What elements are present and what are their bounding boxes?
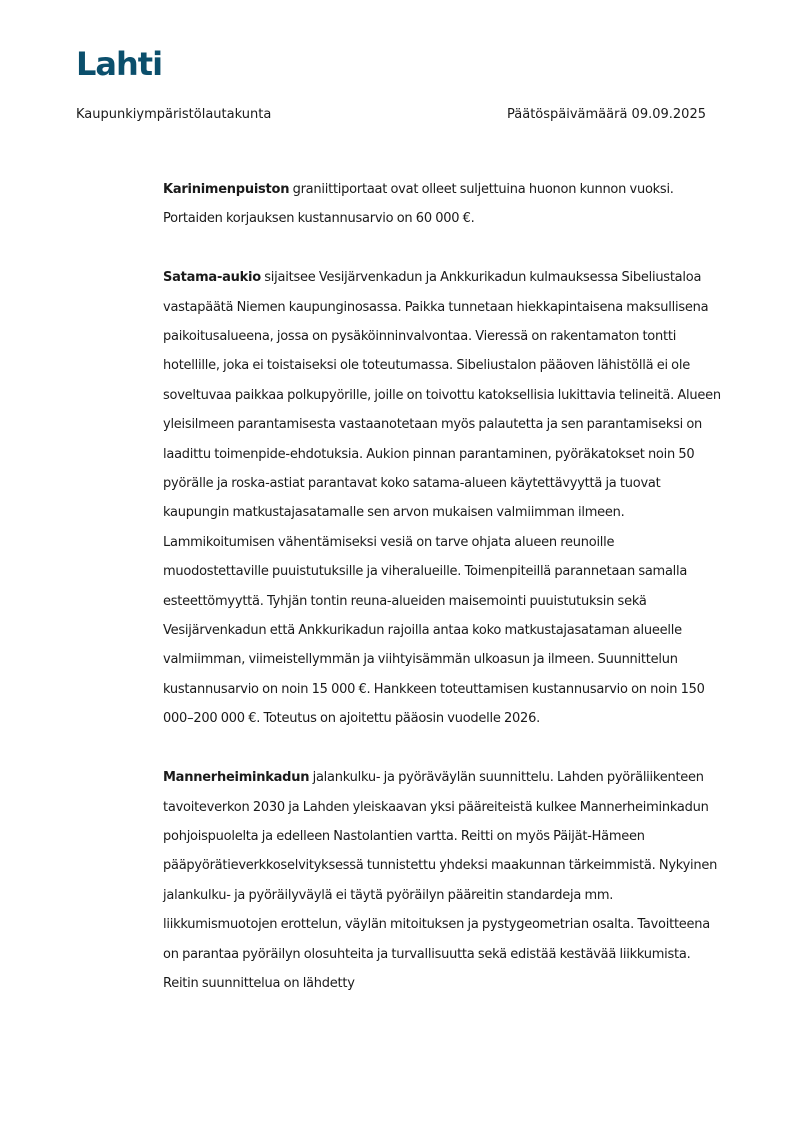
paragraph-text: graniittiportaat ovat olleet suljettuina huonon kunnon vuoksi. Portaiden korjauksen kustannusarvio on 60 000 €. (163, 182, 674, 227)
paragraph-satama-aukio (163, 263, 723, 734)
document-body (163, 175, 723, 1028)
organization-name: Kaupunkiympäristölautakunta (76, 107, 272, 122)
paragraph-lead: Satama-aukio (163, 270, 261, 286)
paragraph-lead: Karinimenpuiston (163, 182, 290, 197)
paragraph-karinimenpuisto (163, 175, 723, 234)
decision-date: Päätöspäivämäärä 09.09.2025 (507, 107, 706, 122)
paragraph-mannerheiminkatu (163, 763, 723, 998)
paragraph-lead: Mannerheiminkadun (163, 770, 310, 786)
lahti-logo: Lahti (76, 45, 163, 83)
paragraph-text: jalankulku- ja pyöräväylän suunnittelu. Lahden pyöräliikenteen tavoiteverkon 2030 ja Lahden yleiskaavan yksi pääreiteistä kulkee Mannerheiminkadun pohjoispuolelta ja edelleen Nastolantien vartta. Reitti on myös Päijät-Hämeen pääpyörätieverkkoselvityksessä tunnistettu yhdeksi maakunnan tärkeimmistä. Nykyinen jalankulku- ja pyöräilyväylä ei täytä pyöräilyn pääreitin standardeja mm. liikkumismuotojen erottelun, väylän mitoituksen ja pystygeometrian osalta. Tavoitteena on parantaa pyöräilyn olosuhteita ja turvallisuutta sekä edistää kestävää liikkumista. Reitin suunnittelua on lähdetty (163, 770, 718, 991)
paragraph-text: sijaitsee Vesijärvenkadun ja Ankkurikadun kulmauksessa Sibeliustaloa vastapäätä Niemen kaupunginosassa. Paikka tunnetaan hiekkapintaisena maksullisena paikoitusalueena, jossa on pysäköinninvalvontaa. Vieressä on rakentamaton tontti hotellille, joka ei toistaiseksi ole toteutumassa. Sibeliustalon pääoven lähistöllä ei ole soveltuvaa paikkaa polkupyörille, joille on toivottu katoksellisia lukittavia telineitä. Alueen yleisilmeen parantamisesta vastaanotetaan myös palautetta ja sen parantamiseksi on laadittu toimenpide-ehdotuksia. Aukion pinnan parantaminen, pyöräkatokset noin 50 pyörälle ja roska-astiat parantavat koko satama-alueen käytettävyyttä ja tuovat kaupungin matkustajasatamalle sen arvon mukaisen valmiimman ilmeen. Lammikoitumisen vähentämiseksi vesiä on tarve ohjata alueen reunoille muodostettaville puuistutuksille ja viheralueille. Toimenpiteillä parannetaan samalla esteettömyyttä. Tyhjän tontin reuna-alueiden maisemointi puuistutuksin sekä Vesijärvenkadun että Ankkurikadun rajoilla antaa koko matkustajasataman alueelle valmiimman, viimeistellymmän ja viihtyisämmän ulkoasun ja ilmeen. Suunnittelun kustannusarvio on noin 15 000 €. Hankkeen toteuttamisen kustannusarvio on noin 150 000–200 000 €. Toteutus on ajoitettu pääosin vuodelle 2026. (163, 270, 721, 727)
